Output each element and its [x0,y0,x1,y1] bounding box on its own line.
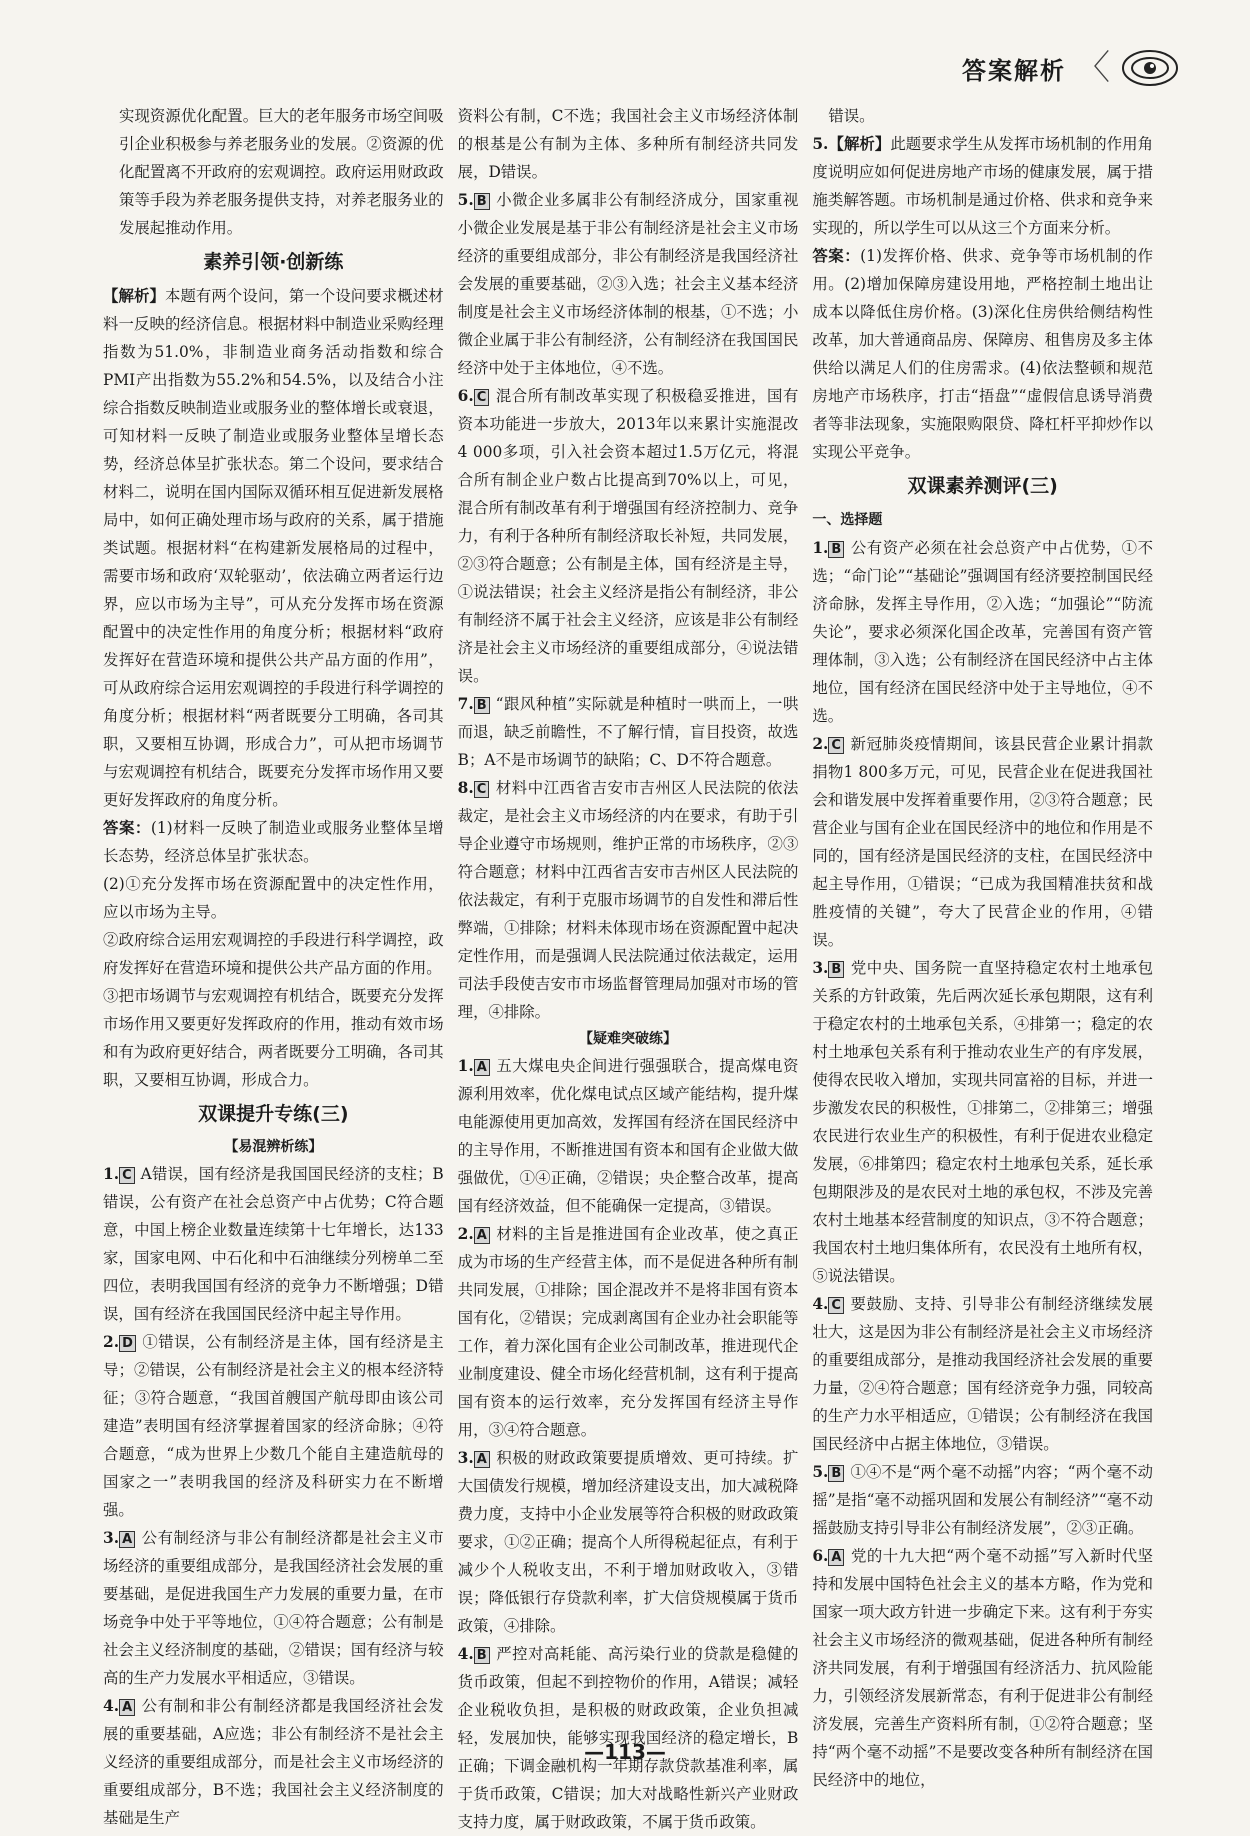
question-item [458,382,799,690]
answer-box: A [828,1549,844,1566]
answer-box: A [474,1059,490,1076]
question-item [812,954,1153,1290]
analysis-tag: 【解析】 [103,287,165,305]
question-number: 1. [103,1165,120,1183]
question-item [103,1524,444,1692]
question-text: 公有制经济与非公有制经济都是社会主义市场经济的重要组成部分，是我国经济社会发展的重要基础，是促进我国生产力发展的重要力量，在市场竞争中处于平等地位，①④符合题意；公有制是社会主义经济制度的基础，②错误；国有经济与较高的生产力发展水平相适应，③错误。 [103,1529,444,1687]
question-item [812,1290,1153,1458]
subsection-title: 【易混辨析练】 [224,1139,323,1155]
page-number: —113— [584,1740,666,1764]
question-item [103,1328,444,1524]
section-title: 双课提升专练(三) [198,1103,349,1125]
question-number: 5. [812,1463,829,1481]
question-item [103,1160,444,1328]
question-item [458,1640,799,1836]
question-text: ①④不是“两个毫不动摇”内容；“两个毫不动摇”是指“毫不动摇巩固和发展公有制经济”“毫不动摇鼓励支持引导非公有制经济发展”，②③正确。 [812,1463,1154,1537]
answer-box: A [474,1227,490,1244]
question-text: 此题要求学生从发挥市场机制的作用角度说明应如何促进房地产市场的健康发展，属于措施类解答题。市场机制是通过价格、供求和竞争来实现的，所以学生可以从这三个方面来分析。 [812,135,1154,237]
column-3 [812,102,1154,1789]
paragraph: 资料公有制，C不选；我国社会主义市场经济体制的根基是公有制为主体、多种所有制经济共同发展，D错误。 [457,107,799,181]
column-1 [103,102,444,1827]
answer-box: B [828,961,844,978]
question-text: 新冠肺炎疫情期间，该县民营企业累计捐款捐物1 800多万元，可见，民营企业在促进我国社会和谐发展中发挥着重要作用，②③符合题意；民营企业与国有企业在国民经济中的地位和作用是不同的，国有经济是国民经济的支柱，在国民经济中起主导作用，①错误；“已成为我国精准扶贫和战胜疫情的关键”，夸大了民营企业的作用，④错误。 [812,735,1154,949]
question-text: 材料中江西省吉安市吉州区人民法院的依法裁定，是社会主义市场经济的内在要求，有助于引导企业遵守市场规则，维护正常的市场秩序，②③符合题意；材料中江西省吉安市吉州区人民法院的依法裁定，有利于克服市场调节的自发性和滞后性弊端，①排除；材料未体现市场在资源配置中起决定性作用，而是强调人民法院通过依法裁定，运用司法手段使吉安市市场监督管理局加强对市场的管理，④排除。 [457,779,799,1021]
answer-box: A [474,1451,490,1468]
answer-box: C [474,781,490,798]
header-title: 答案解析 [962,56,1066,85]
question-number: 1. [457,1057,474,1075]
question-number: 4. [103,1697,120,1715]
answer-paragraph [103,814,444,870]
question-text: 材料的主旨是推进国有企业改革，使之真正成为市场的生产经营主体，而不是促进各种所有制共同发展，①排除；国企混改并不是将非国有资本国有化，②错误；完成剥离国有企业办社会职能等工作，着力深化国有企业公司制改革，推进现代企业制度建设、健全市场化经营机制，这有利于提高国有资本的运行效率，充分发挥国有经济主导作用，③④符合题意。 [457,1225,799,1439]
question-number: 5. [457,191,474,209]
question-number: 1. [812,539,829,557]
answer-paragraph: ②政府综合运用宏观调控的手段进行科学调控，政府发挥好在营造环境和提供公共产品方面的作用。 [103,931,444,977]
answer-box: B [474,697,490,714]
question-text: 党的十九大把“两个毫不动摇”写入新时代坚持和发展中国特色社会主义的基本方略，作为党和国家一项大政方针进一步确定下来。这有利于夯实社会主义市场经济的微观基础，促进各种所有制经济共同发展，有利于增强国有经济活力、抗风险能力，引领经济发展新常态，有利于促进非公有制经济发展，完善生产资料所有制，①②符合题意；坚持“两个毫不动摇”不是要改变各种所有制经济在国民经济中的地位， [812,1547,1154,1789]
question-item [812,534,1153,730]
section-title: 素养引领·创新练 [203,251,344,273]
eye-logo-icon [1120,48,1180,88]
answer-box: B [474,1647,490,1664]
answer-box: B [474,193,490,210]
question-number: 6. [457,387,474,405]
answer-box: C [474,389,490,406]
answer-box: A [119,1699,135,1716]
question-text: 党中央、国务院一直坚持稳定农村土地承包关系的方针政策，先后两次延长承包期限，这有利于稳定农村的土地承包关系，④排第一；稳定的农村土地承包关系有利于推动农业生产的有序发展，使得农民收入增加，实现共同富裕的目标，并进一步激发农民的积极性，①排第二，②排第三；增强农民进行农业生产的积极性，有利于促进农业稳定发展，⑥排第四；稳定农村土地承包关系，延长承包期限涉及的是农民对土地的承包权，不涉及完善农村土地基本经营制度的知识点，③不符合题意；我国农村土地归集体所有，农民没有土地所有权，⑤说法错误。 [812,959,1154,1285]
question-number: 2. [812,735,829,753]
question-number: 8. [457,779,474,797]
question-number: 3. [457,1449,474,1467]
answer-box: C [828,737,844,754]
subsection-title: 【疑难突破练】 [579,1031,677,1047]
question-item [458,774,799,1026]
paragraph: 错误。 [828,107,875,125]
answer-box: C [828,1297,844,1314]
answer-box: B [828,1465,844,1482]
question-number: 3. [103,1529,120,1547]
question-number: 3. [812,959,829,977]
question-number: 4. [457,1645,474,1663]
part-title: 一、选择题 [812,512,883,528]
question-text: 要鼓励、支持、引导非公有制经济继续发展壮大，这是因为非公有制经济是社会主义市场经济的重要组成部分，是推动我国经济社会发展的重要力量，②④符合题意；国有经济竞争力强，同较高的生产力水平相适应，①错误；公有制经济在我国国民经济中占据主体地位，③错误。 [812,1295,1154,1453]
chevron-left-icon: 〈 [1076,48,1110,88]
question-number: 7. [457,695,474,713]
question-number: 5. [812,135,829,153]
section-title: 双课素养测评(三) [907,475,1058,497]
question-item [458,1444,799,1640]
answer-text: (1)发挥价格、供求、竞争等市场机制的作用。(2)增加保障房建设用地，严格控制土地出让成本以降低住房价格。(3)深化住房供给侧结构性改革，加大普通商品房、保障房、租售房及多主体供给以满足人们的住房需求。(4)依法整顿和规范房地产市场秩序，打击“捂盘”“虚假信息诱导消费者等非法现象，实施限购限贷、降杠杆平抑炒作以实现公平竞争。 [812,247,1154,461]
question-number: 2. [103,1333,120,1351]
question-item [458,186,799,382]
question-item [458,1220,799,1444]
question-item [812,130,1153,242]
question-item [458,690,799,774]
answer-box: C [119,1167,135,1184]
question-text: ①错误，公有制经济是主体，国有经济是主导；②错误，公有制经济是社会主义的根本经济特征；③符合题意，“我国首艘国产航母即由该公司建造”表明国有经济掌握着国家的经济命脉；④符合题意，“成为世界上少数几个能自主建造航母的国家之一”表明我国的经济及科研实力在不断增强。 [103,1333,444,1519]
analysis-text: 本题有两个设问，第一个设问要求概述材料一反映的经济信息。根据材料中制造业采购经理指数为51.0%，非制造业商务活动指数和综合PMI产出指数为55.2%和54.5%，以及结合小注综合指数反映制造业或服务业的整体增长或衰退，可知材料一反映了制造业或服务业整体呈增长态势，经济总体呈扩张状态。第二个设问，要求结合材料二，说明在国内国际双循环相互促进新发展格局中，如何正确处理市场与政府的关系，属于措施类试题。根据材料“在构建新发展格局的过程中，需要市场和政府‘双轮驱动’，依法确立两者运行边界，应以市场为主导”，可从充分发挥市场在资源配置中的决定性作用的角度分析；根据材料“政府发挥好在营造环境和提供公共产品方面的作用”，可从政府综合运用宏观调控的手段进行科学调控的角度分析；根据材料“两者既要分工明确，各司其职，又要相互协调，形成合力”，可从把市场调节与宏观调控有机结合，既要充分发挥市场作用又要更好发挥政府的角度分析。 [103,287,444,809]
question-item [812,1458,1153,1542]
answer-box: B [828,541,844,558]
question-text: 严控对高耗能、高污染行业的贷款是稳健的货币政策，但起不到控物价的作用，A错误；减轻企业税收负担，是积极的财政政策，企业负担减轻，发展加快，能够实现我国经济的稳定增长，B正确；下调金融机构一年期存款贷款基准利率，属于货币政策，C错误；加大对战略性新兴产业财政支持力度，属于财政政策，不属于货币政策。 [457,1645,799,1831]
question-number: 6. [812,1547,829,1565]
answer-tag: 答案： [103,819,151,837]
question-text: “跟风种植”实际就是种植时一哄而上，一哄而退，缺乏前瞻性，不了解行情，盲目投资，故选B；A不是市场调节的缺陷；C、D不符合题意。 [457,695,799,769]
question-item [812,730,1153,954]
answer-box: D [119,1335,136,1352]
answer-tag: 答案： [812,247,861,265]
paragraph: 实现资源优化配置。巨大的老年服务市场空间吸引企业积极参与养老服务业的发展。②资源的优化配置离不开政府的宏观调控。政府运用财政政策等手段为养老服务提供支持，对养老服务业的发展起推动作用。 [119,107,444,237]
analysis-tag: 【解析】 [828,135,891,153]
question-text: 小微企业多属非公有制经济成分，国家重视小微企业发展是基于非公有制经济是社会主义市场经济的重要组成部分，非公有制经济是我国经济社会发展的重要基础，②③入选；社会主义基本经济制度是社会主义市场经济体制的根基，①不选；小微企业属于非公有制经济，公有制经济在我国国民经济中处于主体地位，④不选。 [457,191,799,377]
analysis-paragraph [103,282,444,814]
question-item [458,1052,799,1220]
question-number: 4. [812,1295,829,1313]
answer-paragraph [812,242,1153,466]
question-text: 公有资产必须在社会总资产中占优势，①不选；“命门论”“基础论”强调国有经济要控制国民经济命脉，发挥主导作用，②入选；“加强论”“防流失论”，要求必须深化国企改革，完善国有资产管理体制，③入选；公有制经济在国民经济中占主体地位，国有经济在国民经济中处于主导地位，④不选。 [812,539,1154,725]
question-text: 五大煤电央企间进行强强联合，提高煤电资源利用效率，优化煤电试点区域产能结构，提升煤电能源使用更加高效，发挥国有经济在国民经济中的主导作用，不断推进国有资本和国有企业做大做强做优，①④正确，②错误；央企整合改革，提高国有经济效益，但不能确保一定提高，③错误。 [457,1057,799,1215]
answer-box: A [119,1531,135,1548]
question-number: 2. [457,1225,474,1243]
answer-text: (1)材料一反映了制造业或服务业整体呈增长态势，经济总体呈扩张状态。 [103,819,444,865]
page-header [962,48,1180,88]
question-text: 公有制和非公有制经济都是我国经济社会发展的重要基础，A应选；非公有制经济不是社会主义经济的重要组成部分，而是社会主义市场经济的重要组成部分，B不选；我国社会主义经济制度的基础是生产 [103,1697,444,1827]
question-text: A错误，国有经济是我国国民经济的支柱；B错误，公有资产在社会总资产中占优势；C符合题意，中国上榜企业数量连续第十七年增长，达133家，国家电网、中石化和中石油继续分列榜单二至四位，表明我国国有经济的竞争力不断增强；D错误，国有经济在我国国民经济中起主导作用。 [103,1165,444,1323]
question-text: 积极的财政政策要提质增效、更可持续。扩大国债发行规模，增加经济建设支出，加大减税降费力度，支持中小企业发展等符合积极的财政政策要求，①②正确；提高个人所得税起征点，有利于减少个人税收支出，不利于增加财政收入，③错误；降低银行存贷款利率，扩大信贷规模属于货币政策，④排除。 [457,1449,799,1635]
question-text: 混合所有制改革实现了积极稳妥推进，国有资本功能进一步放大，2013年以来累计实施混改4 000多项，引入社会资本超过1.5万亿元，将混合所有制企业户数占比提高到70%以上，可见，混合所有制改革有利于增强国有经济控制力、竞争力，有利于各种所有制经济取长补短，共同发展，②③符合题意；公有制是主体，国有经济是主导，①说法错误；社会主义经济是指公有制经济，非公有制经济不属于社会主义经济，应该是非公有制经济是社会主义市场经济的重要组成部分，④说法错误。 [457,387,799,685]
answer-paragraph: (2)①充分发挥市场在资源配置中的决定性作用，应以市场为主导。 [103,875,444,921]
answer-paragraph: ③把市场调节与宏观调控有机结合，既要充分发挥市场作用又要更好发挥政府的作用，推动有效市场和有为政府更好结合，两者既要分工明确，各司其职，又要相互协调，形成合力。 [103,987,444,1089]
